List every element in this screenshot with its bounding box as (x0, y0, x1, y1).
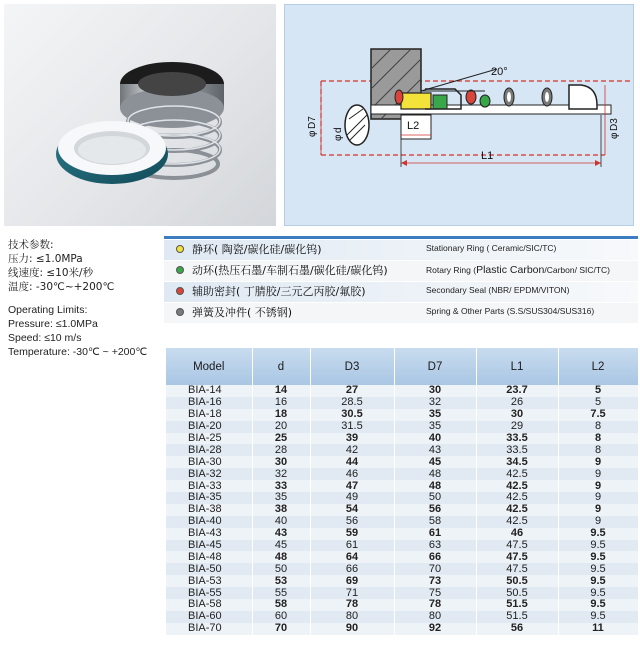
table-row (166, 492, 638, 504)
cell-model: BIA-55 (166, 587, 252, 599)
table-row (166, 540, 638, 552)
cell-d: 30 (252, 456, 310, 468)
cell-l1: 51.5 (476, 599, 558, 611)
cross-section-svg (285, 5, 633, 225)
cell-l1: 26 (476, 397, 558, 409)
table-row (166, 444, 638, 456)
cell-d7: 78 (394, 599, 476, 611)
phi-symbol-d7: φ (307, 130, 318, 137)
cell-l1: 33.5 (476, 444, 558, 456)
params-cn-pressure: 压力: ≤1.0MPa (8, 253, 83, 265)
yellow-dot-icon (176, 245, 184, 253)
table-row (166, 421, 638, 433)
cell-d: 25 (252, 433, 310, 445)
materials-legend (164, 236, 638, 320)
cell-l1: 33.5 (476, 433, 558, 445)
cell-l2: 7.5 (558, 409, 638, 421)
d3-label: D3 (609, 118, 620, 131)
cell-model: BIA-38 (166, 504, 252, 516)
cell-l1: 30 (476, 409, 558, 421)
cell-l2: 9 (558, 492, 638, 504)
cell-model: BIA-16 (166, 397, 252, 409)
table-row (166, 611, 638, 623)
cell-d: 53 (252, 575, 310, 587)
header-model: Model (166, 348, 252, 385)
table-row (166, 563, 638, 575)
cell-l1: 23.7 (476, 385, 558, 397)
cell-l1: 56 (476, 623, 558, 635)
legend-en-highlight: Plastic Carbon (476, 264, 545, 276)
cell-d: 38 (252, 504, 310, 516)
cell-d: 43 (252, 528, 310, 540)
cell-l2: 8 (558, 444, 638, 456)
cell-model: BIA-70 (166, 623, 252, 635)
table-row (166, 480, 638, 492)
cell-l2: 9.5 (558, 575, 638, 587)
cell-model: BIA-53 (166, 575, 252, 587)
cell-d3: 27 (310, 385, 394, 397)
cell-d: 58 (252, 599, 310, 611)
cell-d3: 39 (310, 433, 394, 445)
table-row (166, 385, 638, 397)
cell-d3: 47 (310, 480, 394, 492)
cell-l1: 34.5 (476, 456, 558, 468)
cell-l2: 9.5 (558, 540, 638, 552)
cell-d3: 54 (310, 504, 394, 516)
l1-label: L1 (481, 150, 494, 162)
cell-d7: 66 (394, 551, 476, 563)
table-row (166, 504, 638, 516)
cell-l2: 9 (558, 516, 638, 528)
cell-model: BIA-18 (166, 409, 252, 421)
cell-d3: 61 (310, 540, 394, 552)
cell-d3: 69 (310, 575, 394, 587)
cell-d3: 56 (310, 516, 394, 528)
l2-label: L2 (407, 120, 420, 132)
cell-d3: 78 (310, 599, 394, 611)
cell-d7: 92 (394, 623, 476, 635)
cell-model: BIA-25 (166, 433, 252, 445)
table-row (166, 516, 638, 528)
cell-d7: 73 (394, 575, 476, 587)
legend-top-bar (164, 236, 638, 239)
cell-l1: 42.5 (476, 504, 558, 516)
d-label: d (333, 127, 344, 133)
cell-d3: 42 (310, 444, 394, 456)
cell-d3: 66 (310, 563, 394, 575)
params-cn-temperature: 温度: -30℃~+200℃ (8, 281, 115, 293)
cell-d: 70 (252, 623, 310, 635)
phi-symbol-d3: φ (609, 132, 620, 139)
table-row (166, 551, 638, 563)
cell-model: BIA-14 (166, 385, 252, 397)
table-row (166, 623, 638, 635)
legend-en-label: Spring & Other Parts (S.S/SUS304/SUS316) (426, 306, 595, 316)
gray-dot-icon (176, 308, 184, 316)
operating-limits-en (8, 303, 147, 359)
cell-l1: 42.5 (476, 492, 558, 504)
legend-cn-label: 弹簧及冲件( 不锈钢) (192, 306, 293, 319)
cell-d3: 80 (310, 611, 394, 623)
cell-l2: 5 (558, 385, 638, 397)
cell-d3: 46 (310, 468, 394, 480)
params-en-temperature: Temperature: -30℃ ~ +200℃ (8, 346, 148, 358)
legend-row-stationary-ring (164, 240, 638, 260)
cell-model: BIA-35 (166, 492, 252, 504)
cell-d7: 35 (394, 409, 476, 421)
cell-l1: 47.5 (476, 563, 558, 575)
phi-symbol-d: φ (333, 134, 344, 141)
cell-d: 50 (252, 563, 310, 575)
cell-d: 33 (252, 480, 310, 492)
params-en-heading: Operating Limits: (8, 304, 88, 316)
cell-d: 20 (252, 421, 310, 433)
cell-l2: 9.5 (558, 528, 638, 540)
legend-en-main: Rotary Ring ( (426, 265, 477, 275)
cell-l2: 9 (558, 480, 638, 492)
cell-d: 18 (252, 409, 310, 421)
table-row (166, 599, 638, 611)
cell-d7: 45 (394, 456, 476, 468)
cell-d7: 63 (394, 540, 476, 552)
legend-row-secondary-seal (164, 282, 638, 302)
legend-en-label: Secondary Seal (NBR/ EPDM/VITON) (426, 285, 570, 295)
cell-d3: 31.5 (310, 421, 394, 433)
cell-model: BIA-40 (166, 516, 252, 528)
cell-l2: 9.5 (558, 599, 638, 611)
cell-d3: 64 (310, 551, 394, 563)
green-dot-icon (176, 266, 184, 274)
legend-en-label: Stationary Ring ( Ceramic/SIC/TC) (426, 243, 557, 253)
params-cn-speed: 线速度: ≤10米/秒 (8, 267, 94, 279)
cell-d3: 90 (310, 623, 394, 635)
params-en-pressure: Pressure: ≤1.0MPa (8, 318, 98, 330)
cell-l1: 29 (476, 421, 558, 433)
cell-d7: 35 (394, 421, 476, 433)
cell-l1: 50.5 (476, 587, 558, 599)
legend-en-label (426, 264, 610, 276)
cell-l2: 5 (558, 397, 638, 409)
cell-l2: 8 (558, 421, 638, 433)
table-row (166, 468, 638, 480)
legend-cn-label: 动环(热压石墨/车制石墨/碳化硅/碳化钨) (192, 264, 388, 277)
cell-l1: 47.5 (476, 540, 558, 552)
cell-l2: 9.5 (558, 611, 638, 623)
table-row (166, 456, 638, 468)
params-cn-heading: 技术参数: (8, 239, 54, 251)
cell-l1: 47.5 (476, 551, 558, 563)
dimensions-table (166, 348, 639, 635)
cell-model: BIA-45 (166, 540, 252, 552)
table-row (166, 575, 638, 587)
cell-d3: 30.5 (310, 409, 394, 421)
legend-cn-label: 辅助密封( 丁腈胶/三元乙丙胶/氟胶) (192, 285, 366, 298)
cell-l2: 9 (558, 456, 638, 468)
cell-l1: 42.5 (476, 516, 558, 528)
cell-d: 35 (252, 492, 310, 504)
table-row (166, 587, 638, 599)
cell-l1: 50.5 (476, 575, 558, 587)
cell-d7: 50 (394, 492, 476, 504)
cell-model: BIA-60 (166, 611, 252, 623)
cell-d: 16 (252, 397, 310, 409)
cell-l2: 11 (558, 623, 638, 635)
cell-d7: 56 (394, 504, 476, 516)
cell-l1: 42.5 (476, 480, 558, 492)
cell-d: 28 (252, 444, 310, 456)
header-l2: L2 (558, 348, 638, 385)
cell-d3: 49 (310, 492, 394, 504)
cell-l1: 46 (476, 528, 558, 540)
cell-d7: 58 (394, 516, 476, 528)
params-en-speed: Speed: ≤10 m/s (8, 332, 82, 344)
cell-model: BIA-48 (166, 551, 252, 563)
cell-model: BIA-43 (166, 528, 252, 540)
cell-l2: 8 (558, 433, 638, 445)
cell-d: 32 (252, 468, 310, 480)
cell-d: 45 (252, 540, 310, 552)
legend-row-spring-parts (164, 303, 638, 323)
cell-d: 60 (252, 611, 310, 623)
cell-d7: 75 (394, 587, 476, 599)
cell-d7: 30 (394, 385, 476, 397)
angle-label: 20° (491, 66, 508, 78)
seal-cross-section-drawing (284, 4, 634, 226)
table-row (166, 528, 638, 540)
cell-d: 48 (252, 551, 310, 563)
d7-label: D7 (307, 116, 318, 129)
cell-model: BIA-30 (166, 456, 252, 468)
header-l1: L1 (476, 348, 558, 385)
cell-model: BIA-32 (166, 468, 252, 480)
legend-en-tail: /Carbon/ SIC/TC) (544, 265, 611, 275)
red-dot-icon (176, 287, 184, 295)
cell-d: 14 (252, 385, 310, 397)
cell-l1: 42.5 (476, 468, 558, 480)
cell-model: BIA-33 (166, 480, 252, 492)
cell-l2: 9.5 (558, 563, 638, 575)
cell-l2: 9.5 (558, 587, 638, 599)
cell-d7: 61 (394, 528, 476, 540)
cell-d7: 48 (394, 468, 476, 480)
legend-cn-label: 静环( 陶瓷/碳化硅/碳化钨) (192, 243, 322, 256)
cell-l2: 9 (558, 504, 638, 516)
product-photo (4, 4, 276, 226)
cell-l2: 9 (558, 468, 638, 480)
header-d: d (252, 348, 310, 385)
table-row (166, 397, 638, 409)
header-d7: D7 (394, 348, 476, 385)
table-row (166, 409, 638, 421)
cell-l1: 51.5 (476, 611, 558, 623)
cell-d: 40 (252, 516, 310, 528)
cell-d7: 32 (394, 397, 476, 409)
cell-d3: 44 (310, 456, 394, 468)
cell-d7: 70 (394, 563, 476, 575)
cell-d3: 59 (310, 528, 394, 540)
table-header-row (166, 348, 638, 385)
cell-d7: 48 (394, 480, 476, 492)
legend-row-rotary-ring (164, 261, 638, 281)
cell-d3: 28.5 (310, 397, 394, 409)
table-body (166, 385, 638, 635)
cell-d7: 80 (394, 611, 476, 623)
cell-model: BIA-20 (166, 421, 252, 433)
cell-d3: 71 (310, 587, 394, 599)
technical-parameters-cn (8, 238, 114, 294)
table-row (166, 433, 638, 445)
cell-d7: 43 (394, 444, 476, 456)
cell-model: BIA-58 (166, 599, 252, 611)
cell-model: BIA-50 (166, 563, 252, 575)
header-d3: D3 (310, 348, 394, 385)
cell-d: 55 (252, 587, 310, 599)
cell-d7: 40 (394, 433, 476, 445)
cell-l2: 9.5 (558, 551, 638, 563)
mechanical-seal-illustration (4, 4, 276, 226)
cell-model: BIA-28 (166, 444, 252, 456)
